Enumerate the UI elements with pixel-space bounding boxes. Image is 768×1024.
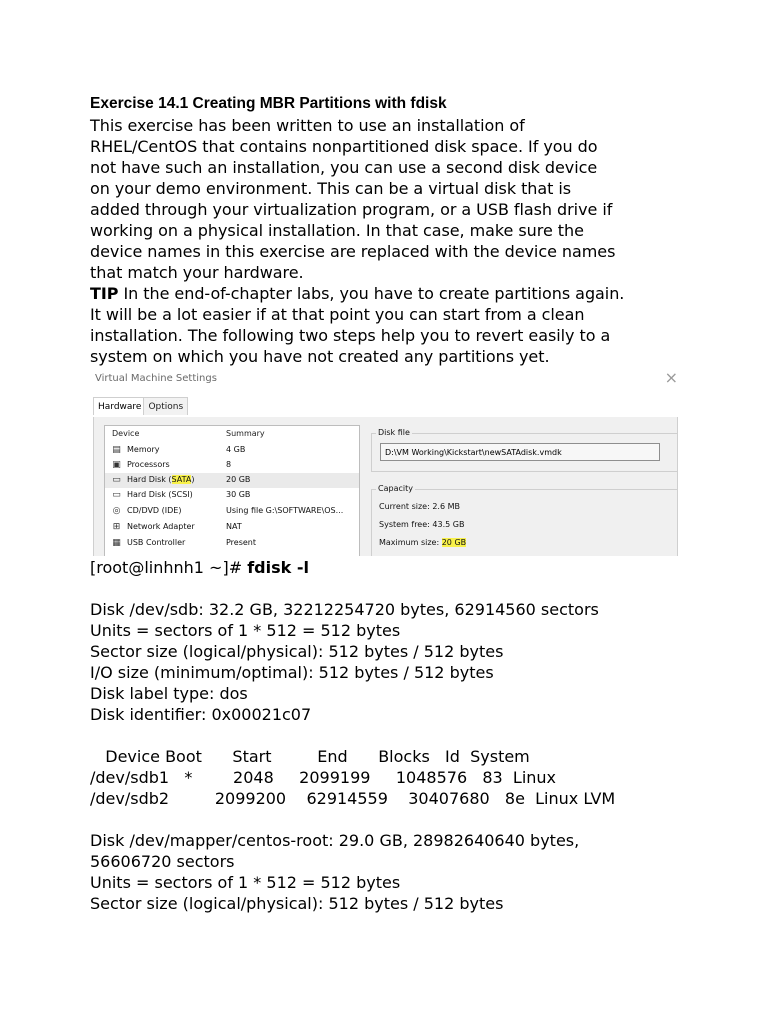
disk-file-group bbox=[371, 428, 678, 472]
command-text: fdisk -l bbox=[247, 558, 309, 577]
output-line: 56606720 sectors bbox=[90, 852, 235, 871]
partition-table-header: Device Boot Start End Blocks Id System bbox=[90, 747, 530, 766]
processor-icon: ▣ bbox=[112, 460, 121, 470]
output-line: Units = sectors of 1 * 512 = 512 bytes bbox=[90, 873, 401, 892]
disk-file-path-field[interactable]: D:\VM Working\Kickstart\newSATAdisk.vmdk bbox=[380, 443, 660, 461]
device-row-memory[interactable] bbox=[105, 443, 359, 458]
device-name bbox=[127, 475, 195, 484]
vm-tab-bar bbox=[93, 396, 188, 418]
device-row-cd-dvd[interactable] bbox=[105, 504, 359, 519]
device-summary: 30 GB bbox=[226, 490, 251, 499]
hard-disk-icon: ▭ bbox=[112, 490, 121, 500]
intro-paragraph: This exercise has been written to use an installation of RHEL/CentOS that contains nonpartitioned disk space. If you do not have such an installation, you can use a second disk device on your demo environment. This can be a virtual disk that is added through your virtualization program, or a USB flash drive if working on a physical installation. In that case, make sure the device names in this exercise are replaced with the device names that match your hardware. bbox=[90, 116, 616, 282]
device-summary: 4 GB bbox=[226, 445, 246, 454]
maximum-size bbox=[379, 538, 466, 547]
device-summary: Using file G:\SOFTWARE\OS... bbox=[226, 506, 344, 515]
device-row-network-adapter[interactable] bbox=[105, 520, 359, 535]
capacity-group bbox=[371, 484, 678, 556]
device-name: Processors bbox=[127, 460, 170, 469]
maximum-size-value: 20 GB bbox=[441, 538, 467, 547]
hardware-panel bbox=[93, 417, 678, 556]
tip-text: In the end-of-chapter labs, you have to create partitions again. It will be a lot easier if at that point you can start from a clean installation. The following two steps help you to revert easily to a system on which you have not created any partitions yet. bbox=[90, 284, 625, 366]
output-line bbox=[90, 809, 760, 830]
device-summary: Present bbox=[226, 538, 257, 547]
partition-row: /dev/sdb2 2099200 62914559 30407680 8e Linux LVM bbox=[90, 789, 616, 808]
device-name: USB Controller bbox=[127, 538, 186, 547]
cd-dvd-icon: ◎ bbox=[112, 506, 121, 516]
disk-file-label: Disk file bbox=[378, 428, 410, 437]
device-row-usb-controller[interactable] bbox=[105, 536, 359, 551]
device-row-hard-disk-scsi[interactable] bbox=[105, 488, 359, 503]
tip-label: TIP bbox=[90, 284, 119, 303]
device-name: Memory bbox=[127, 445, 160, 454]
summary-column-header: Summary bbox=[226, 429, 265, 438]
current-size: Current size: 2.6 MB bbox=[379, 502, 460, 511]
device-summary: 8 bbox=[226, 460, 232, 469]
device-name: Hard Disk (SCSI) bbox=[127, 490, 193, 499]
tip-paragraph bbox=[90, 283, 760, 367]
output-line bbox=[90, 578, 760, 599]
output-line: Disk /dev/sdb: 32.2 GB, 32212254720 bytes, 62914560 sectors bbox=[90, 600, 599, 619]
close-icon[interactable]: × bbox=[664, 368, 678, 387]
system-free: System free: 43.5 GB bbox=[379, 520, 465, 529]
device-name-prefix: Hard Disk ( bbox=[127, 475, 172, 484]
device-summary: 20 GB bbox=[226, 475, 251, 484]
output-line: Units = sectors of 1 * 512 = 512 bytes bbox=[90, 621, 401, 640]
device-summary: NAT bbox=[226, 522, 242, 531]
maximum-size-label: Maximum size: bbox=[379, 538, 440, 547]
hard-disk-icon: ▭ bbox=[112, 475, 121, 485]
device-name: Network Adapter bbox=[127, 522, 195, 531]
output-line: Disk label type: dos bbox=[90, 684, 248, 703]
capacity-label: Capacity bbox=[378, 484, 413, 493]
vm-settings-screenshot bbox=[90, 368, 686, 556]
vm-window-title: Virtual Machine Settings bbox=[95, 373, 217, 384]
output-line: Disk identifier: 0x00021c07 bbox=[90, 705, 312, 724]
shell-prompt: [root@linhnh1 ~]# bbox=[90, 558, 248, 577]
device-list bbox=[104, 425, 360, 556]
output-line: Disk /dev/mapper/centos-root: 29.0 GB, 28982640640 bytes, bbox=[90, 831, 580, 850]
output-line bbox=[90, 725, 760, 746]
terminal-output bbox=[90, 557, 760, 914]
device-row-hard-disk-sata[interactable] bbox=[105, 473, 359, 488]
tab-options[interactable]: Options bbox=[143, 397, 188, 415]
device-row-processors[interactable] bbox=[105, 458, 359, 473]
memory-icon: ▤ bbox=[112, 445, 121, 455]
device-name: CD/DVD (IDE) bbox=[127, 506, 182, 515]
network-adapter-icon: ⊞ bbox=[112, 522, 121, 532]
output-line: Sector size (logical/physical): 512 bytes / 512 bytes bbox=[90, 894, 504, 913]
sata-highlight: SATA bbox=[171, 475, 192, 484]
partition-row: /dev/sdb1 * 2048 2099199 1048576 83 Linux bbox=[90, 768, 557, 787]
output-line: I/O size (minimum/optimal): 512 bytes / 512 bytes bbox=[90, 663, 494, 682]
device-column-header: Device bbox=[112, 429, 140, 438]
output-line: Sector size (logical/physical): 512 bytes / 512 bytes bbox=[90, 642, 504, 661]
exercise-title: Exercise 14.1 Creating MBR Partitions with fdisk bbox=[90, 95, 447, 112]
device-name-suffix: ) bbox=[191, 475, 195, 484]
document-body bbox=[90, 94, 760, 367]
tab-hardware[interactable]: Hardware bbox=[93, 397, 146, 415]
usb-controller-icon: ▦ bbox=[112, 538, 121, 548]
command-line bbox=[90, 557, 760, 578]
